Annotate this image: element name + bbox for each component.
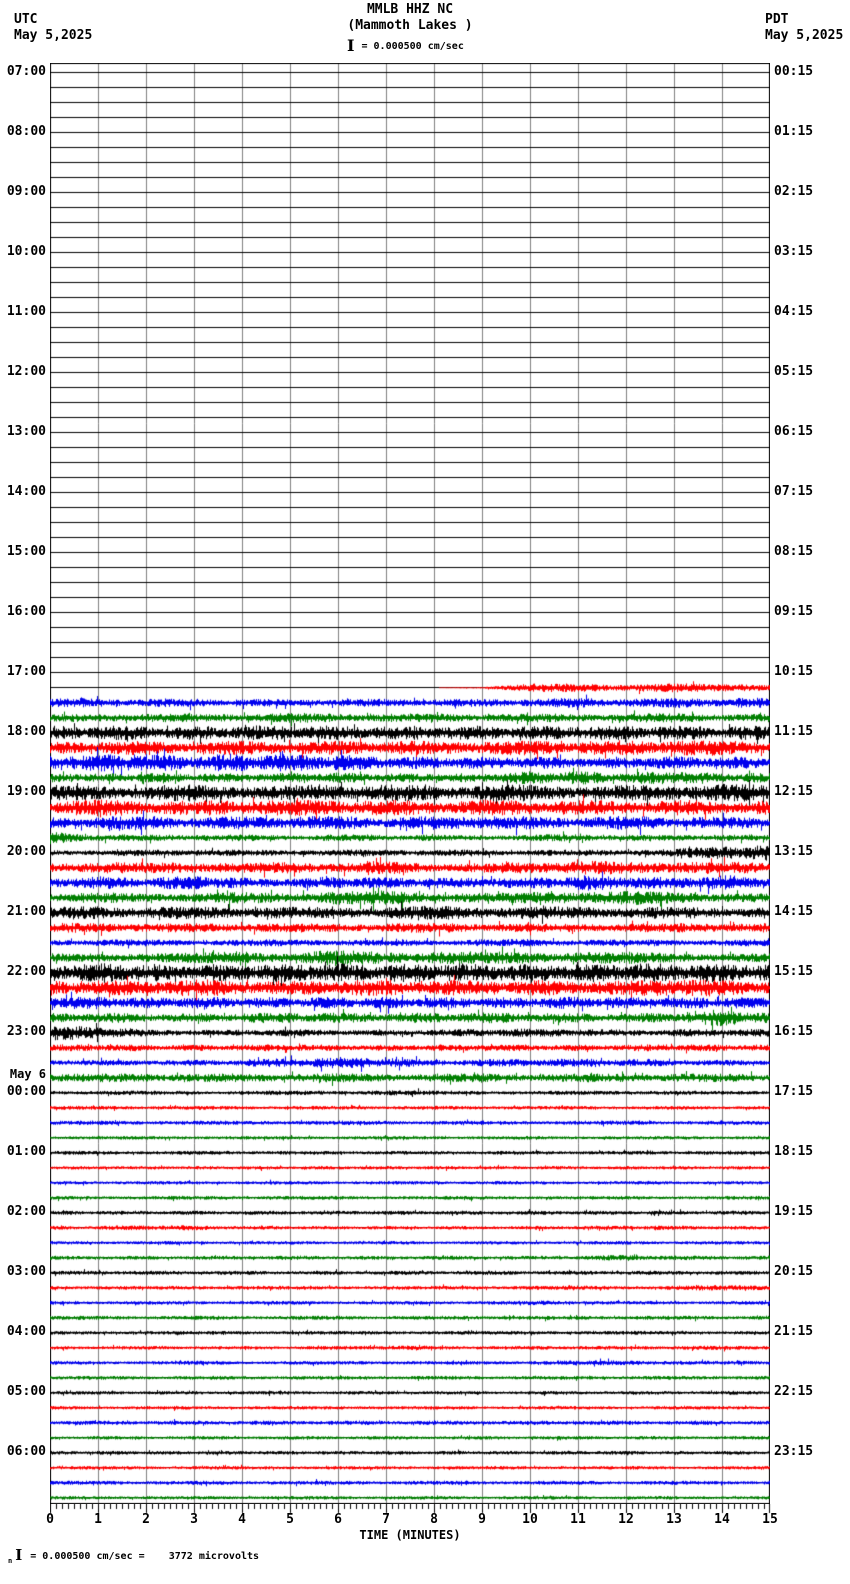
day-break-label: May 6 bbox=[9, 1067, 46, 1081]
utc-hour-label: 14:00 bbox=[6, 484, 46, 499]
pdt-hour-label: 10:15 bbox=[774, 664, 814, 679]
x-tick-label: 15 bbox=[762, 1512, 778, 1527]
scale-bar-icon: I bbox=[15, 1546, 23, 1564]
pdt-hour-label: 01:15 bbox=[774, 124, 814, 139]
utc-hour-label: 20:00 bbox=[6, 844, 46, 859]
pdt-timezone-label: PDT bbox=[765, 12, 789, 27]
utc-hour-label: 08:00 bbox=[6, 124, 46, 139]
pdt-hour-label: 13:15 bbox=[774, 844, 814, 859]
footer-note-text: = 0.000500 cm/sec = 3772 microvolts bbox=[30, 1551, 260, 1562]
pdt-hour-label: 09:15 bbox=[774, 604, 814, 619]
x-tick-label: 11 bbox=[570, 1512, 586, 1527]
pdt-hour-label: 08:15 bbox=[774, 544, 814, 559]
utc-timezone-label: UTC bbox=[14, 12, 38, 27]
utc-hour-label: 04:00 bbox=[6, 1324, 46, 1339]
x-tick-label: 0 bbox=[46, 1512, 54, 1527]
pdt-hour-label: 04:15 bbox=[774, 304, 814, 319]
x-tick-label: 6 bbox=[334, 1512, 342, 1527]
pdt-hour-label: 16:15 bbox=[774, 1024, 814, 1039]
pdt-hour-label: 19:15 bbox=[774, 1204, 814, 1219]
utc-hour-label: 09:00 bbox=[6, 184, 46, 199]
utc-hour-label: 00:00 bbox=[6, 1084, 46, 1099]
amplitude-scale bbox=[347, 38, 464, 54]
utc-hour-label: 22:00 bbox=[6, 964, 46, 979]
pdt-hour-label: 20:15 bbox=[774, 1264, 814, 1279]
seismogram-plot-canvas bbox=[50, 63, 770, 1504]
pdt-hour-label: 11:15 bbox=[774, 724, 814, 739]
x-tick-label: 4 bbox=[238, 1512, 246, 1527]
x-axis-title: TIME (MINUTES) bbox=[359, 1528, 461, 1542]
utc-hour-label: 12:00 bbox=[6, 364, 46, 379]
pdt-hour-label: 17:15 bbox=[774, 1084, 814, 1099]
pdt-hour-label: 21:15 bbox=[774, 1324, 814, 1339]
utc-hour-label: 01:00 bbox=[6, 1144, 46, 1159]
pdt-hour-label: 14:15 bbox=[774, 904, 814, 919]
x-tick-label: 1 bbox=[94, 1512, 102, 1527]
footer-tiny-glyph: n bbox=[8, 1557, 13, 1565]
scale-value-label: = 0.000500 cm/sec bbox=[361, 41, 464, 52]
station-title: MMLB HHZ NC bbox=[366, 2, 454, 17]
utc-hour-label: 10:00 bbox=[6, 244, 46, 259]
x-tick-label: 13 bbox=[666, 1512, 682, 1527]
utc-hour-label: 21:00 bbox=[6, 904, 46, 919]
utc-date-label: May 5,2025 bbox=[14, 28, 93, 43]
utc-hour-label: 13:00 bbox=[6, 424, 46, 439]
utc-hour-label: 03:00 bbox=[6, 1264, 46, 1279]
x-tick-label: 5 bbox=[286, 1512, 294, 1527]
pdt-date-label: May 5,2025 bbox=[765, 28, 844, 43]
station-header bbox=[50, 2, 770, 34]
pdt-hour-label: 07:15 bbox=[774, 484, 814, 499]
x-tick-label: 9 bbox=[478, 1512, 486, 1527]
pdt-hour-label: 05:15 bbox=[774, 364, 814, 379]
footer-scale-note bbox=[8, 1548, 259, 1566]
pdt-hour-label: 12:15 bbox=[774, 784, 814, 799]
utc-hour-label: 15:00 bbox=[6, 544, 46, 559]
utc-hour-label: 23:00 bbox=[6, 1024, 46, 1039]
pdt-hour-label: 22:15 bbox=[774, 1384, 814, 1399]
x-tick-label: 10 bbox=[522, 1512, 538, 1527]
utc-hour-label: 02:00 bbox=[6, 1204, 46, 1219]
x-tick-label: 14 bbox=[714, 1512, 730, 1527]
x-tick-label: 8 bbox=[430, 1512, 438, 1527]
pdt-header bbox=[765, 12, 843, 44]
pdt-hour-label: 18:15 bbox=[774, 1144, 814, 1159]
utc-hour-label: 06:00 bbox=[6, 1444, 46, 1459]
utc-hour-label: 17:00 bbox=[6, 664, 46, 679]
x-tick-label: 2 bbox=[142, 1512, 150, 1527]
scale-bar-icon: I bbox=[347, 36, 355, 55]
x-tick-label: 7 bbox=[382, 1512, 390, 1527]
utc-hour-label: 07:00 bbox=[6, 64, 46, 79]
pdt-hour-label: 15:15 bbox=[774, 964, 814, 979]
utc-hour-label: 19:00 bbox=[6, 784, 46, 799]
station-location: (Mammoth Lakes ) bbox=[347, 18, 473, 33]
x-tick-label: 12 bbox=[618, 1512, 634, 1527]
utc-hour-label: 05:00 bbox=[6, 1384, 46, 1399]
utc-hour-label: 18:00 bbox=[6, 724, 46, 739]
utc-hour-label: 11:00 bbox=[6, 304, 46, 319]
x-tick-label: 3 bbox=[190, 1512, 198, 1527]
pdt-hour-label: 23:15 bbox=[774, 1444, 814, 1459]
pdt-hour-label: 03:15 bbox=[774, 244, 814, 259]
utc-hour-label: 16:00 bbox=[6, 604, 46, 619]
pdt-hour-label: 02:15 bbox=[774, 184, 814, 199]
pdt-hour-label: 06:15 bbox=[774, 424, 814, 439]
pdt-hour-label: 00:15 bbox=[774, 64, 814, 79]
